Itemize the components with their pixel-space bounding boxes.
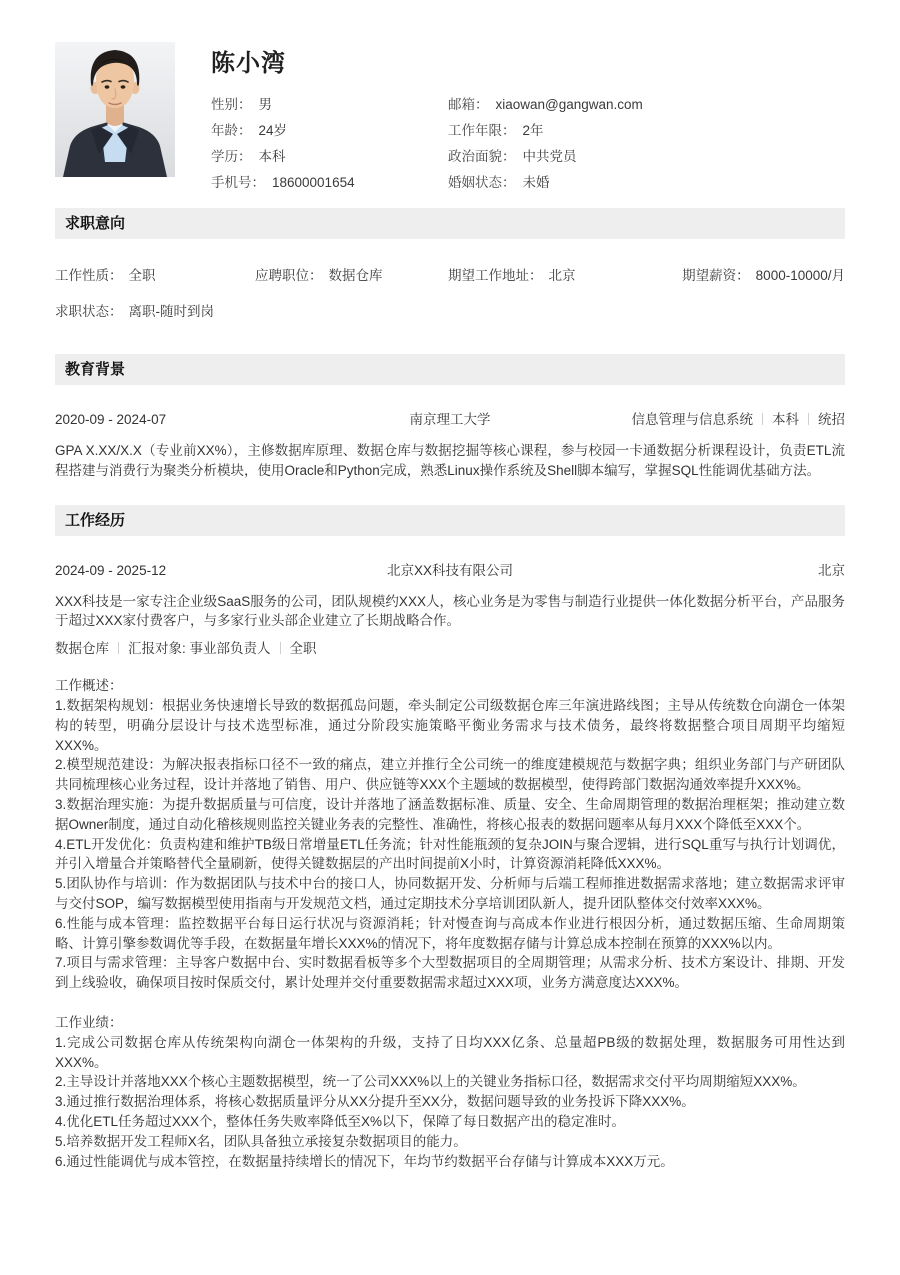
education-degree-group xyxy=(608,412,845,427)
achievement-item: 3.通过推行数据治理体系，将核心数据质量评分从XX分提升至XX分，数据问题导致的业务投诉下降XXX%。 xyxy=(55,1094,695,1110)
portrait-illustration xyxy=(55,42,175,177)
field-value: 未婚 xyxy=(522,175,550,190)
divider xyxy=(280,642,281,654)
field-job-nature xyxy=(55,268,255,283)
divider xyxy=(762,413,763,425)
field-email xyxy=(448,92,845,118)
overview-item: 4.ETL开发优化：负责构建和维护TB级日常增量ETL任务流；针对性能瓶颈的复杂JOIN与聚合逻辑，进行SQL重写与执行计划调优，并引入增量合并策略替代全量刷新，使得关键数据层的产出时间提前X小时，计算资源消耗降低XXX%。 xyxy=(55,836,845,872)
field-value: 中共党员 xyxy=(522,149,577,164)
overview-item: 1.数据架构规划：根据业务快速增长导致的数据孤岛问题，牵头制定公司级数据仓库三年演进路线图；主导从传统数仓向湖仓一体架构的转型，明确分层设计与技术选型标准，通过分阶段实施策略平衡业务需求与技术债务，最终将数据整合项目周期平均缩短XXX%。 xyxy=(55,697,845,753)
work-period: 2024-09 - 2025-12 xyxy=(55,562,167,578)
field-gender xyxy=(211,92,448,118)
field-label: 求职状态： xyxy=(55,304,123,319)
field-education xyxy=(211,144,448,170)
job-intention-row xyxy=(55,268,845,283)
candidate-name: 陈小湾 xyxy=(211,50,286,77)
education-summary: GPA X.XX/X.X（专业前XX%），主修数据库原理、数据仓库与数据挖掘等核心课程，参与校园一卡通数据分析课程设计，负责ETL流程搭建与消费行为聚类分析模块，使用Oracle和Python完成，熟悉Linux操作系统及Shell脚本编写，掌握SQL性能调优基础方法。 xyxy=(55,443,845,478)
section-title-job-intention: 求职意向 xyxy=(55,208,845,239)
report-to: 汇报对象: 事业部负责人 xyxy=(128,641,271,657)
field-expected-salary xyxy=(667,268,845,283)
field-value: 全职 xyxy=(128,268,156,283)
field-value: 24岁 xyxy=(258,123,288,138)
field-marital-status xyxy=(448,170,845,196)
company-intro: XXX科技是一家专注企业级SaaS服务的公司，团队规模约XXX人，核心业务是为零售与制造行业提供一体化数据分析平台，产品服务于超过XXX家付费客户，与多家行业头部企业建立了长期战略合作。 xyxy=(55,593,845,629)
work-entry-row xyxy=(55,563,845,578)
education-entry-row xyxy=(55,412,845,427)
achievements-title: 工作业绩： xyxy=(55,1014,123,1030)
field-value: xiaowan@gangwan.com xyxy=(495,97,643,112)
field-label: 学历： xyxy=(211,149,252,164)
field-age xyxy=(211,118,448,144)
field-label: 工作年限： xyxy=(448,123,516,138)
field-value: 8000-10000/月 xyxy=(755,268,845,283)
field-political-status xyxy=(448,144,845,170)
enroll-type: 统招 xyxy=(818,412,845,427)
field-label: 期望工作地址： xyxy=(448,268,543,283)
field-label: 婚姻状态： xyxy=(448,175,516,190)
education-period: 2020-09 - 2024-07 xyxy=(55,412,167,427)
field-experience-years xyxy=(448,118,845,144)
achievement-item: 1.完成公司数据仓库从传统架构向湖仓一体架构的升级，支持了日均XXX亿条、总量超PB级的数据处理，数据服务可用性达到XXX%。 xyxy=(55,1034,845,1070)
field-label: 性别： xyxy=(211,97,252,112)
field-value: 北京 xyxy=(548,268,576,283)
overview-item: 5.团队协作与培训：作为数据团队与技术中台的接口人，协同数据开发、分析师与后端工程师推进数据需求落地；建立数据需求评审与交付SOP，编写数据模型使用指南与开发规范文档，通过定期技术分享培训团队新人，提升团队整体交付效率XXX%。 xyxy=(55,876,845,911)
work-achievements xyxy=(55,1013,845,1171)
field-value: 离职-随时到岗 xyxy=(128,304,214,319)
work-location: 北京 xyxy=(818,562,845,578)
work-overview xyxy=(55,676,845,993)
overview-item: 7.项目与需求管理：主导客户数据中台、实时数据看板等多个大型数据项目的全周期管理；从需求分析、技术方案设计、排期、开发到上线验收，确保项目按时保质交付，累计处理并交付重要数据需求超过XXX项，业务方满意度达XXX%。 xyxy=(55,955,845,991)
field-label: 应聘职位： xyxy=(255,268,323,283)
resume-header xyxy=(55,42,845,190)
field-label: 工作性质： xyxy=(55,268,123,283)
field-target-location xyxy=(448,268,667,283)
field-label: 年龄： xyxy=(211,123,252,138)
field-value: 男 xyxy=(258,97,272,112)
position-title: 数据仓库 xyxy=(55,641,109,657)
field-value: 数据仓库 xyxy=(328,268,383,283)
major: 信息管理与信息系统 xyxy=(631,412,753,427)
company-name: 北京XX科技有限公司 xyxy=(386,562,513,578)
info-column-right xyxy=(448,92,845,196)
position-meta-row xyxy=(55,641,845,656)
job-type: 全职 xyxy=(289,641,317,657)
field-value: 18600001654 xyxy=(272,175,355,190)
personal-info xyxy=(211,42,845,190)
field-label: 政治面貌： xyxy=(448,149,516,164)
divider xyxy=(118,642,119,654)
field-label: 邮箱： xyxy=(448,97,489,112)
degree: 本科 xyxy=(772,412,799,427)
achievement-item: 4.优化ETL任务超过XXX个，整体任务失败率降低至X%以下，保障了每日数据产出的稳定准时。 xyxy=(55,1113,626,1129)
achievement-item: 6.通过性能调优与成本管控，在数据量持续增长的情况下，年均节约数据平台存储与计算成本XXX万元。 xyxy=(55,1153,674,1169)
overview-title: 工作概述： xyxy=(55,678,123,694)
field-job-status xyxy=(55,304,845,319)
profile-photo xyxy=(55,42,175,177)
overview-item: 6.性能与成本管理：监控数据平台每日运行状况与资源消耗；针对慢查询与高成本作业进行根因分析，通过数据压缩、生命周期策略、计算引擎参数调优等手段，在数据量年增长XXX%的情况下，将年度数据存储与计算总成本控制在预算的XXX%以内。 xyxy=(55,915,845,951)
field-value: 2年 xyxy=(522,123,544,138)
school-name: 南京理工大学 xyxy=(409,412,491,427)
field-label: 期望薪资： xyxy=(682,268,750,283)
achievement-item: 5.培养数据开发工程师X名，团队具备独立承接复杂数据项目的能力。 xyxy=(55,1133,467,1149)
field-value: 本科 xyxy=(258,149,286,164)
field-label: 手机号： xyxy=(211,175,265,190)
section-title-education: 教育背景 xyxy=(55,354,845,385)
field-target-position xyxy=(255,268,448,283)
info-column-left xyxy=(211,92,448,196)
overview-item: 3.数据治理实施：为提升数据质量与可信度，设计并落地了涵盖数据标准、质量、安全、生命周期管理的数据治理框架；推动建立数据Owner制度，通过自动化稽核规则监控关键业务表的完整性、准确性，将核心报表的数据问题率从每月XXX个降低至XXX个。 xyxy=(55,796,845,832)
overview-item: 2.模型规范建设：为解决报表指标口径不一致的痛点，建立并推行全公司统一的维度建模规范与数据字典；组织业务部门与产研团队共同梳理核心业务过程，设计并落地了销售、用户、供应链等XXX个主题域的数据模型，使得跨部门数据沟通效率提升XXX%。 xyxy=(55,757,845,793)
divider xyxy=(808,413,809,425)
section-title-work: 工作经历 xyxy=(55,505,845,536)
achievement-item: 2.主导设计并落地XXX个核心主题数据模型，统一了公司XXX%以上的关键业务指标口径，数据需求交付平均周期缩短XXX%。 xyxy=(55,1074,806,1090)
field-phone xyxy=(211,170,448,196)
